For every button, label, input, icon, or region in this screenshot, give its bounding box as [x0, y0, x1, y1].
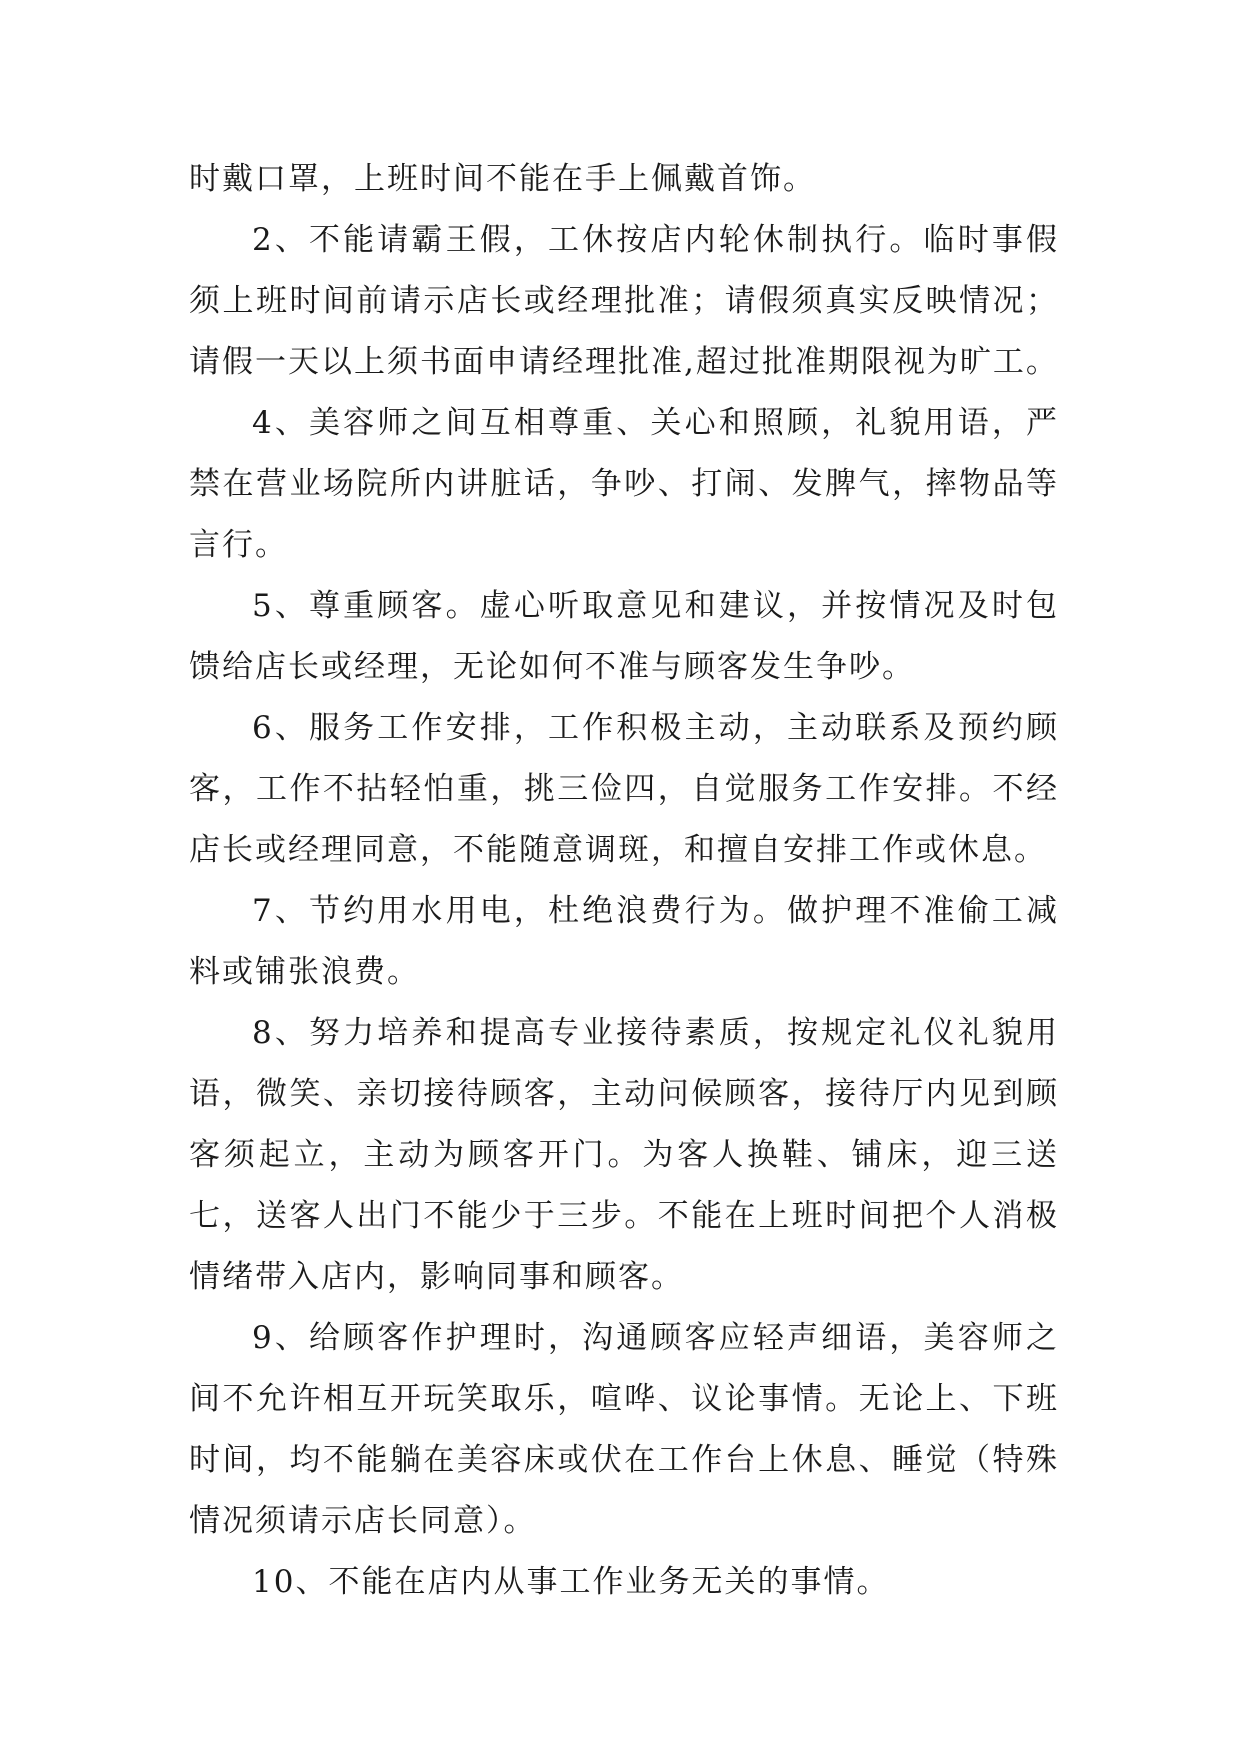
- paragraph-rule-8: 8、努力培养和提高专业接待素质，按规定礼仪礼貌用语，微笑、亲切接待顾客，主动问候顾客，接待厅内见到顾客须起立，主动为顾客开门。为客人换鞋、铺床，迎三送七，送客人出门不能少于三步。不能在上班时间把个人消极情绪带入店内，影响同事和顾客。: [189, 1015, 1059, 1295]
- paragraph-rule-2: 2、不能请霸王假，工休按店内轮休制执行。临时事假须上班时间前请示店长或经理批准；请假须真实反映情况；请假一天以上须书面申请经理批准,超过批准期限视为旷工。: [189, 222, 1059, 380]
- paragraph-rule-9: 9、给顾客作护理时，沟通顾客应轻声细语，美容师之间不允许相互开玩笑取乐，喧哗、议论事情。无论上、下班时间，均不能躺在美容床或伏在工作台上休息、睡觉（特殊情况须请示店长同意）。: [189, 1320, 1059, 1539]
- paragraph-rule-4: 4、美容师之间互相尊重、关心和照顾，礼貌用语，严禁在营业场院所内讲脏话，争吵、打闹、发脾气，摔物品等言行。: [189, 405, 1059, 563]
- document-body: [189, 149, 1059, 1613]
- paragraph-continuation: 时戴口罩，上班时间不能在手上佩戴首饰。: [189, 161, 816, 197]
- paragraph-rule-6: 6、服务工作安排，工作积极主动，主动联系及预约顾客，工作不拈轻怕重，挑三俭四，自觉服务工作安排。不经店长或经理同意，不能随意调斑，和擅自安排工作或休息。: [189, 710, 1059, 868]
- paragraph-rule-5: 5、尊重顾客。虚心听取意见和建议，并按情况及时包馈给店长或经理，无论如何不准与顾客发生争吵。: [189, 588, 1059, 685]
- paragraph-rule-10: 10、不能在店内从事工作业务无关的事情。: [252, 1564, 890, 1600]
- paragraph-rule-7: 7、节约用水用电，杜绝浪费行为。做护理不准偷工减料或铺张浪费。: [189, 893, 1059, 990]
